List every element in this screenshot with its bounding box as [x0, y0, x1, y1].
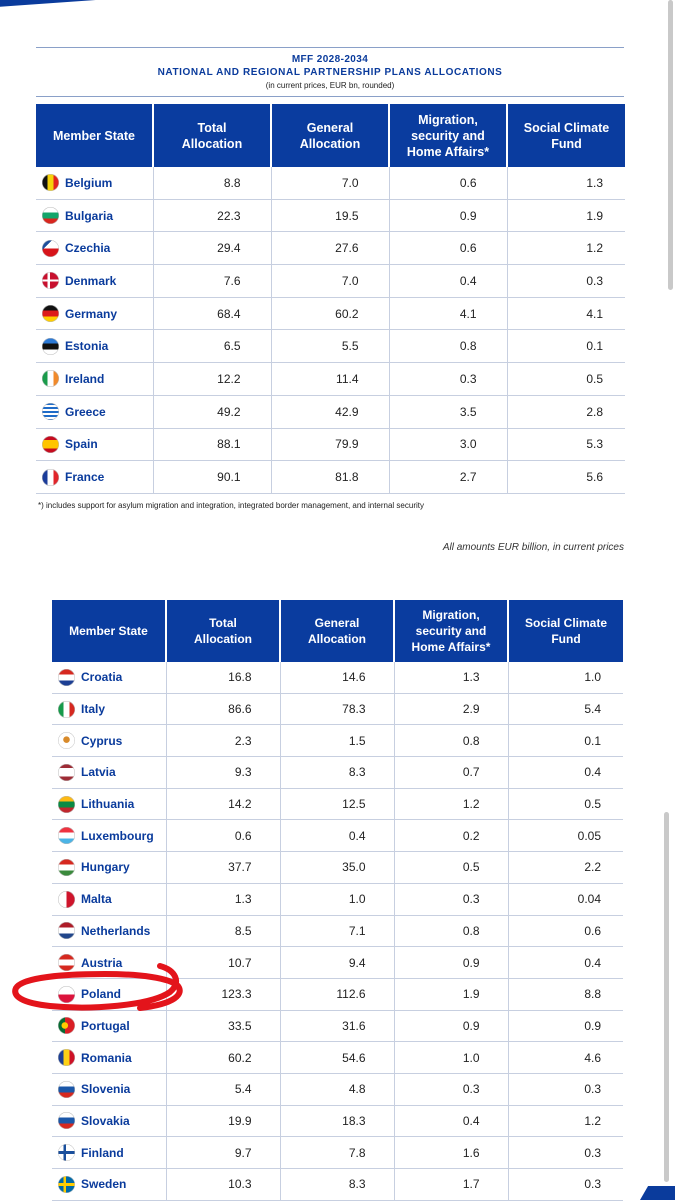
country-name: Luxembourg [81, 828, 154, 843]
country-name: Greece [65, 404, 106, 419]
migration-security-cell: 0.8 [394, 915, 508, 947]
country-cell [52, 883, 166, 915]
country-name: Romania [81, 1050, 132, 1065]
table-row [52, 883, 623, 915]
col-migration-security: Migration, security and Home Affairs* [394, 600, 508, 662]
total-allocation-cell: 90.1 [153, 461, 271, 494]
spain-flag-icon [42, 436, 59, 453]
migration-security-cell: 0.4 [389, 265, 507, 298]
total-allocation-cell: 2.3 [166, 725, 280, 757]
sweden-flag-icon [58, 1176, 75, 1193]
table-row [36, 232, 625, 265]
migration-security-cell: 0.2 [394, 820, 508, 852]
table-row [52, 852, 623, 884]
social-climate-fund-cell: 0.9 [508, 1010, 623, 1042]
country-name: Austria [81, 955, 123, 970]
migration-security-cell: 0.6 [389, 167, 507, 199]
lithuania-flag-icon [58, 796, 75, 813]
migration-security-cell: 0.4 [394, 1105, 508, 1137]
country-name: Finland [81, 1145, 124, 1160]
migration-security-cell: 0.7 [394, 757, 508, 789]
general-allocation-cell: 1.5 [280, 725, 394, 757]
italy-flag-icon [58, 701, 75, 718]
table-row [52, 1137, 623, 1169]
social-climate-fund-cell: 5.6 [507, 461, 625, 494]
currency-note: All amounts EUR billion, in current prices [442, 542, 624, 553]
country-cell [52, 915, 166, 947]
scrollbar-thumb-top[interactable] [668, 0, 673, 290]
germany-flag-icon [42, 305, 59, 322]
country-name: Latvia [81, 765, 116, 780]
social-climate-fund-cell: 0.5 [507, 363, 625, 396]
table-row [36, 363, 625, 396]
total-allocation-cell: 37.7 [166, 852, 280, 884]
social-climate-fund-cell: 8.8 [508, 978, 623, 1010]
country-cell [52, 852, 166, 884]
country-name: Croatia [81, 670, 123, 685]
country-name: Sweden [81, 1177, 127, 1192]
total-allocation-cell: 88.1 [153, 428, 271, 461]
col-total-allocation: Total Allocation [166, 600, 280, 662]
country-cell [52, 693, 166, 725]
cyprus-flag-icon [58, 732, 75, 749]
footnote: *) includes support for asylum migration and integration, integrated border management, and internal security [38, 501, 424, 510]
country-name: Italy [81, 702, 106, 717]
social-climate-fund-cell: 0.3 [508, 1169, 623, 1201]
total-allocation-cell: 22.3 [153, 199, 271, 232]
social-climate-fund-cell: 0.3 [507, 265, 625, 298]
country-cell [52, 1169, 166, 1201]
country-cell [36, 297, 153, 330]
bottom-right-decoration [640, 1186, 675, 1200]
table-row [52, 1042, 623, 1074]
table-header-row [36, 104, 625, 167]
total-allocation-cell: 14.2 [166, 788, 280, 820]
social-climate-fund-cell: 0.4 [508, 947, 623, 979]
allocations-table-2 [52, 600, 623, 1201]
country-name: Slovakia [81, 1113, 130, 1128]
denmark-flag-icon [42, 272, 59, 289]
general-allocation-cell: 81.8 [271, 461, 389, 494]
total-allocation-cell: 12.2 [153, 363, 271, 396]
table-row [52, 978, 623, 1010]
country-cell [52, 757, 166, 789]
country-cell [52, 725, 166, 757]
migration-security-cell: 1.2 [394, 788, 508, 820]
estonia-flag-icon [42, 338, 59, 355]
table-row [52, 788, 623, 820]
general-allocation-cell: 79.9 [271, 428, 389, 461]
table-row [36, 395, 625, 428]
total-allocation-cell: 16.8 [166, 662, 280, 693]
social-climate-fund-cell: 0.3 [508, 1073, 623, 1105]
ireland-flag-icon [42, 370, 59, 387]
total-allocation-cell: 8.5 [166, 915, 280, 947]
slovenia-flag-icon [58, 1081, 75, 1098]
migration-security-cell: 3.0 [389, 428, 507, 461]
general-allocation-cell: 5.5 [271, 330, 389, 363]
social-climate-fund-cell: 2.2 [508, 852, 623, 884]
country-name: Slovenia [81, 1082, 131, 1097]
total-allocation-cell: 9.7 [166, 1137, 280, 1169]
country-name: Malta [81, 892, 112, 907]
allocations-table-1 [36, 104, 625, 494]
general-allocation-cell: 35.0 [280, 852, 394, 884]
country-cell [52, 1105, 166, 1137]
total-allocation-cell: 123.3 [166, 978, 280, 1010]
migration-security-cell: 0.3 [394, 883, 508, 915]
social-climate-fund-cell: 1.0 [508, 662, 623, 693]
social-climate-fund-cell: 2.8 [507, 395, 625, 428]
general-allocation-cell: 8.3 [280, 1169, 394, 1201]
country-name: Czechia [65, 241, 111, 256]
migration-security-cell: 2.7 [389, 461, 507, 494]
general-allocation-cell: 19.5 [271, 199, 389, 232]
country-name: France [65, 470, 105, 485]
total-allocation-cell: 0.6 [166, 820, 280, 852]
country-name: Spain [65, 437, 98, 452]
col-social-climate-fund: Social Climate Fund [507, 104, 625, 167]
migration-security-cell: 1.6 [394, 1137, 508, 1169]
col-migration-security: Migration, security and Home Affairs* [389, 104, 507, 167]
czechia-flag-icon [42, 240, 59, 257]
migration-security-cell: 0.5 [394, 852, 508, 884]
country-cell [36, 199, 153, 232]
table-row [52, 1073, 623, 1105]
social-climate-fund-cell: 1.2 [508, 1105, 623, 1137]
country-name: Estonia [65, 339, 109, 354]
country-name: Bulgaria [65, 208, 114, 223]
general-allocation-cell: 0.4 [280, 820, 394, 852]
total-allocation-cell: 33.5 [166, 1010, 280, 1042]
table-header-row [52, 600, 623, 662]
migration-security-cell: 0.9 [389, 199, 507, 232]
general-allocation-cell: 7.0 [271, 265, 389, 298]
country-cell [52, 1137, 166, 1169]
header-title: MFF 2028-2034 [291, 54, 369, 65]
general-allocation-cell: 4.8 [280, 1073, 394, 1105]
table-row [52, 757, 623, 789]
table-row [52, 693, 623, 725]
table-row [52, 947, 623, 979]
general-allocation-cell: 1.0 [280, 883, 394, 915]
general-allocation-cell: 78.3 [280, 693, 394, 725]
social-climate-fund-cell: 5.3 [507, 428, 625, 461]
social-climate-fund-cell: 1.2 [507, 232, 625, 265]
general-allocation-cell: 8.3 [280, 757, 394, 789]
country-cell [36, 363, 153, 396]
country-cell [36, 167, 153, 199]
col-member-state: Member State [36, 104, 153, 167]
migration-security-cell: 0.9 [394, 1010, 508, 1042]
general-allocation-cell: 31.6 [280, 1010, 394, 1042]
table-row [36, 297, 625, 330]
header-subtitle: NATIONAL AND REGIONAL PARTNERSHIP PLANS ALLOCATIONS [157, 67, 503, 78]
general-allocation-cell: 54.6 [280, 1042, 394, 1074]
general-allocation-cell: 60.2 [271, 297, 389, 330]
austria-flag-icon [58, 954, 75, 971]
col-total-allocation: Total Allocation [153, 104, 271, 167]
total-allocation-cell: 5.4 [166, 1073, 280, 1105]
country-cell [52, 820, 166, 852]
migration-security-cell: 0.8 [394, 725, 508, 757]
country-cell [52, 662, 166, 693]
col-general-allocation: General Allocation [271, 104, 389, 167]
general-allocation-cell: 11.4 [271, 363, 389, 396]
migration-security-cell: 4.1 [389, 297, 507, 330]
total-allocation-cell: 68.4 [153, 297, 271, 330]
social-climate-fund-cell: 0.5 [508, 788, 623, 820]
belgium-flag-icon [42, 174, 59, 191]
general-allocation-cell: 7.0 [271, 167, 389, 199]
table-row [52, 915, 623, 947]
social-climate-fund-cell: 0.1 [507, 330, 625, 363]
screenshot-separator [0, 578, 675, 596]
social-climate-fund-cell: 1.9 [507, 199, 625, 232]
migration-security-cell: 2.9 [394, 693, 508, 725]
social-climate-fund-cell: 4.6 [508, 1042, 623, 1074]
slovakia-flag-icon [58, 1112, 75, 1129]
social-climate-fund-cell: 1.3 [507, 167, 625, 199]
country-cell [52, 1010, 166, 1042]
table-row [36, 330, 625, 363]
country-cell [36, 330, 153, 363]
migration-security-cell: 0.3 [389, 363, 507, 396]
romania-flag-icon [58, 1049, 75, 1066]
social-climate-fund-cell: 4.1 [507, 297, 625, 330]
table-row [52, 725, 623, 757]
migration-security-cell: 1.0 [394, 1042, 508, 1074]
table-row [36, 428, 625, 461]
country-name: Lithuania [81, 797, 135, 812]
portugal-flag-icon [58, 1017, 75, 1034]
total-allocation-cell: 29.4 [153, 232, 271, 265]
total-allocation-cell: 10.7 [166, 947, 280, 979]
table-row [36, 265, 625, 298]
country-cell [36, 232, 153, 265]
total-allocation-cell: 19.9 [166, 1105, 280, 1137]
country-cell [52, 788, 166, 820]
col-general-allocation: General Allocation [280, 600, 394, 662]
total-allocation-cell: 86.6 [166, 693, 280, 725]
document-header [36, 47, 624, 97]
general-allocation-cell: 42.9 [271, 395, 389, 428]
total-allocation-cell: 6.5 [153, 330, 271, 363]
france-flag-icon [42, 469, 59, 486]
col-social-climate-fund: Social Climate Fund [508, 600, 623, 662]
table-row [52, 820, 623, 852]
general-allocation-cell: 14.6 [280, 662, 394, 693]
country-name: Belgium [65, 175, 113, 190]
total-allocation-cell: 10.3 [166, 1169, 280, 1201]
total-allocation-cell: 49.2 [153, 395, 271, 428]
social-climate-fund-cell: 0.3 [508, 1137, 623, 1169]
social-climate-fund-cell: 0.6 [508, 915, 623, 947]
poland-flag-icon [58, 986, 75, 1003]
general-allocation-cell: 7.8 [280, 1137, 394, 1169]
country-cell [52, 978, 166, 1010]
col-member-state: Member State [52, 600, 166, 662]
total-allocation-cell: 7.6 [153, 265, 271, 298]
hungary-flag-icon [58, 859, 75, 876]
total-allocation-cell: 9.3 [166, 757, 280, 789]
general-allocation-cell: 112.6 [280, 978, 394, 1010]
country-name: Germany [65, 306, 118, 321]
header-units: (in current prices, EUR bn, rounded) [265, 81, 395, 90]
migration-security-cell: 1.9 [394, 978, 508, 1010]
total-allocation-cell: 60.2 [166, 1042, 280, 1074]
finland-flag-icon [58, 1144, 75, 1161]
bulgaria-flag-icon [42, 207, 59, 224]
country-cell [36, 461, 153, 494]
country-name: Hungary [81, 860, 130, 875]
latvia-flag-icon [58, 764, 75, 781]
general-allocation-cell: 12.5 [280, 788, 394, 820]
migration-security-cell: 0.3 [394, 1073, 508, 1105]
top-left-decoration [0, 0, 260, 12]
country-name: Ireland [65, 371, 105, 386]
social-climate-fund-cell: 0.1 [508, 725, 623, 757]
migration-security-cell: 0.8 [389, 330, 507, 363]
table-row [52, 1010, 623, 1042]
malta-flag-icon [58, 891, 75, 908]
total-allocation-cell: 1.3 [166, 883, 280, 915]
country-name: Cyprus [81, 733, 123, 748]
country-cell [52, 1042, 166, 1074]
general-allocation-cell: 18.3 [280, 1105, 394, 1137]
migration-security-cell: 1.7 [394, 1169, 508, 1201]
netherlands-flag-icon [58, 922, 75, 939]
migration-security-cell: 3.5 [389, 395, 507, 428]
table-row [52, 662, 623, 693]
social-climate-fund-cell: 5.4 [508, 693, 623, 725]
migration-security-cell: 1.3 [394, 662, 508, 693]
table-row [36, 167, 625, 199]
country-cell [36, 428, 153, 461]
country-name: Portugal [81, 1018, 130, 1033]
country-cell [52, 1073, 166, 1105]
total-allocation-cell: 8.8 [153, 167, 271, 199]
social-climate-fund-cell: 0.04 [508, 883, 623, 915]
table-row [36, 461, 625, 494]
general-allocation-cell: 27.6 [271, 232, 389, 265]
general-allocation-cell: 9.4 [280, 947, 394, 979]
country-name: Denmark [65, 273, 117, 288]
social-climate-fund-cell: 0.05 [508, 820, 623, 852]
table-row [52, 1169, 623, 1201]
country-cell [36, 395, 153, 428]
luxembourg-flag-icon [58, 827, 75, 844]
general-allocation-cell: 7.1 [280, 915, 394, 947]
migration-security-cell: 0.6 [389, 232, 507, 265]
table-row [52, 1105, 623, 1137]
croatia-flag-icon [58, 669, 75, 686]
country-cell [52, 947, 166, 979]
migration-security-cell: 0.9 [394, 947, 508, 979]
country-name: Poland [81, 987, 122, 1002]
greece-flag-icon [42, 403, 59, 420]
country-cell [36, 265, 153, 298]
social-climate-fund-cell: 0.4 [508, 757, 623, 789]
scrollbar-thumb-bottom[interactable] [664, 812, 669, 1182]
country-name: Netherlands [81, 923, 151, 938]
table-row [36, 199, 625, 232]
